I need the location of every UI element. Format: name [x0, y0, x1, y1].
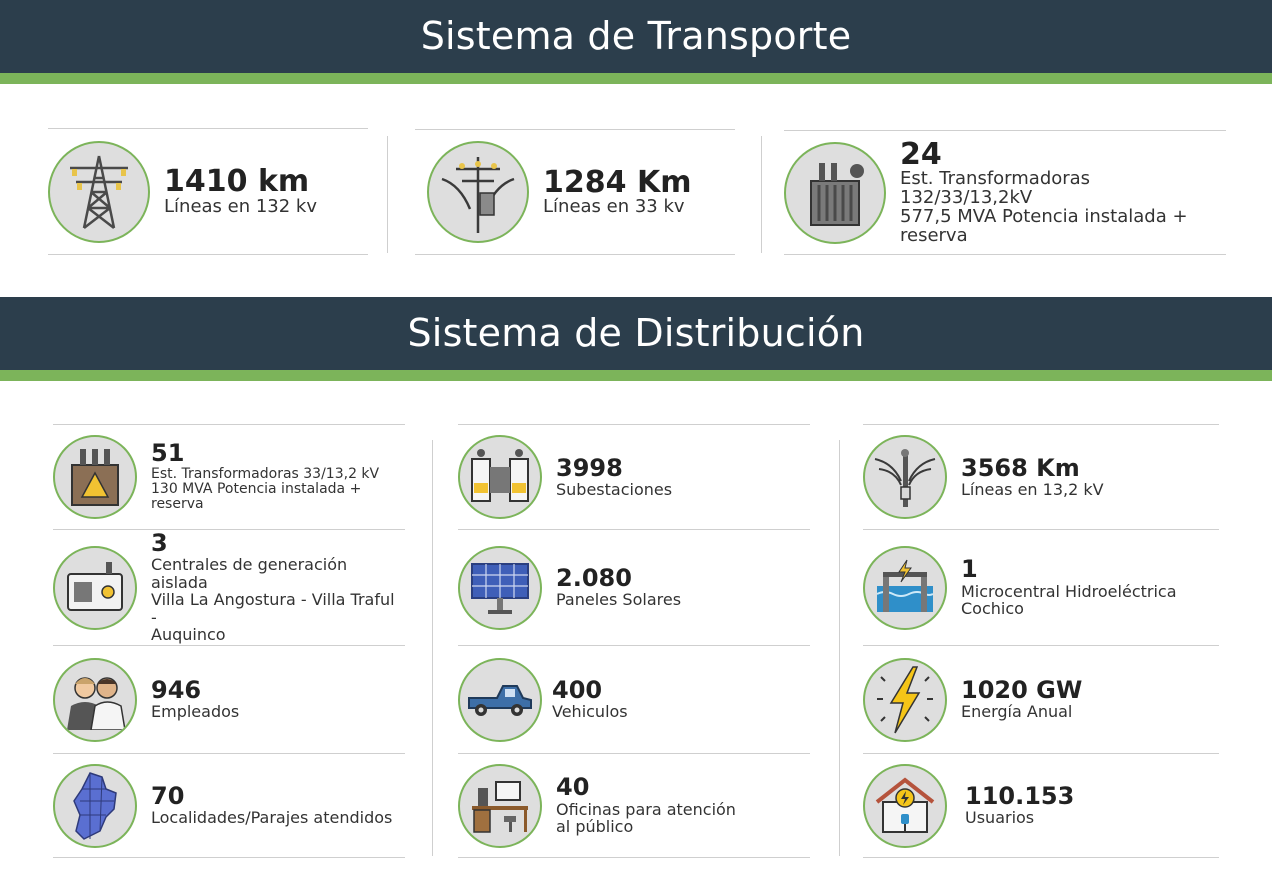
stat-value: 2.080: [556, 564, 632, 593]
accent-stripe: [0, 73, 1272, 84]
stat-value: 3998: [556, 453, 623, 482]
card-energia-anual: [863, 646, 1219, 754]
substation-icon: [458, 435, 542, 519]
stat-label-line2: al público: [556, 817, 634, 837]
card-lineas-13: [863, 424, 1219, 530]
divider: [432, 440, 433, 856]
card-centrales-generacion: [53, 530, 405, 646]
stat-label: Oficinas para atención: [556, 799, 736, 819]
lightning-bolt-icon: [863, 658, 947, 742]
card-microcentral: [863, 530, 1219, 646]
province-map-icon: [53, 764, 137, 848]
stat-value: 3: [151, 528, 168, 557]
power-transformer-icon: [784, 142, 886, 244]
stat-label: Localidades/Parajes atendidos: [151, 808, 393, 828]
stat-label: Líneas en 13,2 kV: [961, 479, 1104, 499]
stat-value: 1410 km: [164, 164, 310, 200]
accent-stripe: [0, 370, 1272, 381]
divider: [387, 136, 388, 253]
stat-label: Paneles Solares: [556, 590, 682, 610]
stat-label: Vehiculos: [552, 702, 628, 722]
divider: [761, 136, 762, 253]
card-vehiculos: [458, 646, 810, 754]
transmission-tower-icon: [48, 141, 150, 243]
stat-value: 110.153: [965, 782, 1075, 811]
stat-label-line2: Cochico: [961, 599, 1024, 619]
stat-label-line2: Villa La Angostura - Villa Traful -: [151, 590, 395, 627]
card-est-transformadoras-132: [784, 130, 1226, 255]
divider: [839, 440, 840, 856]
stat-value: 70: [151, 782, 185, 811]
solar-panel-icon: [458, 546, 542, 630]
stat-label: Est. Transformadoras 33/13,2 kV: [151, 465, 380, 482]
stat-value: 3568 Km: [961, 453, 1080, 482]
generator-icon: [53, 546, 137, 630]
employees-icon: [53, 658, 137, 742]
stat-value: 40: [556, 773, 590, 802]
stat-value: 24: [900, 136, 942, 172]
stat-label: Líneas en 33 kv: [543, 196, 685, 218]
stat-label-line2: 130 MVA Potencia instalada + reserva: [151, 480, 362, 513]
card-paneles-solares: [458, 530, 810, 646]
stat-value: 1: [961, 555, 978, 584]
stat-label: Est. Transformadoras 132/33/13,2kV: [900, 168, 1091, 209]
stat-value: 400: [552, 676, 603, 705]
stat-label: Usuarios: [965, 808, 1035, 828]
distribucion-banner: [0, 297, 1272, 381]
stat-label: Subestaciones: [556, 479, 673, 499]
stat-label: Centrales de generación aislada: [151, 555, 348, 592]
transporte-title: Sistema de Transporte: [420, 14, 852, 58]
card-empleados: [53, 646, 405, 754]
stat-label: Microcentral Hidroeléctrica: [961, 581, 1177, 601]
card-subestaciones: [458, 424, 810, 530]
stat-label-line3: Auquinco: [151, 625, 226, 645]
transformer-warning-icon: [53, 435, 137, 519]
card-usuarios: [863, 754, 1219, 858]
transporte-banner: [0, 0, 1272, 84]
card-est-transformadoras-33: [53, 424, 405, 530]
pickup-truck-icon: [458, 658, 542, 742]
hydro-dam-icon: [863, 546, 947, 630]
house-plug-icon: [863, 764, 947, 848]
distribucion-title: Sistema de Distribución: [407, 311, 865, 355]
office-desk-icon: [458, 764, 542, 848]
card-oficinas: [458, 754, 810, 858]
stat-label: Energía Anual: [961, 702, 1073, 722]
stat-label-line2: 577,5 MVA Potencia instalada + reserva: [900, 206, 1188, 247]
stat-value: 1284 Km: [543, 164, 692, 200]
card-lineas-132: [48, 128, 368, 255]
card-localidades: [53, 754, 405, 858]
stat-value: 946: [151, 676, 202, 705]
stat-value: 51: [151, 439, 185, 468]
stat-label: Empleados: [151, 702, 240, 722]
stat-value: 1020 GW: [961, 676, 1083, 705]
card-lineas-33: [415, 129, 735, 255]
power-pole-icon: [863, 435, 947, 519]
stat-label: Líneas en 132 kv: [164, 195, 317, 217]
utility-pole-icon: [427, 141, 529, 243]
